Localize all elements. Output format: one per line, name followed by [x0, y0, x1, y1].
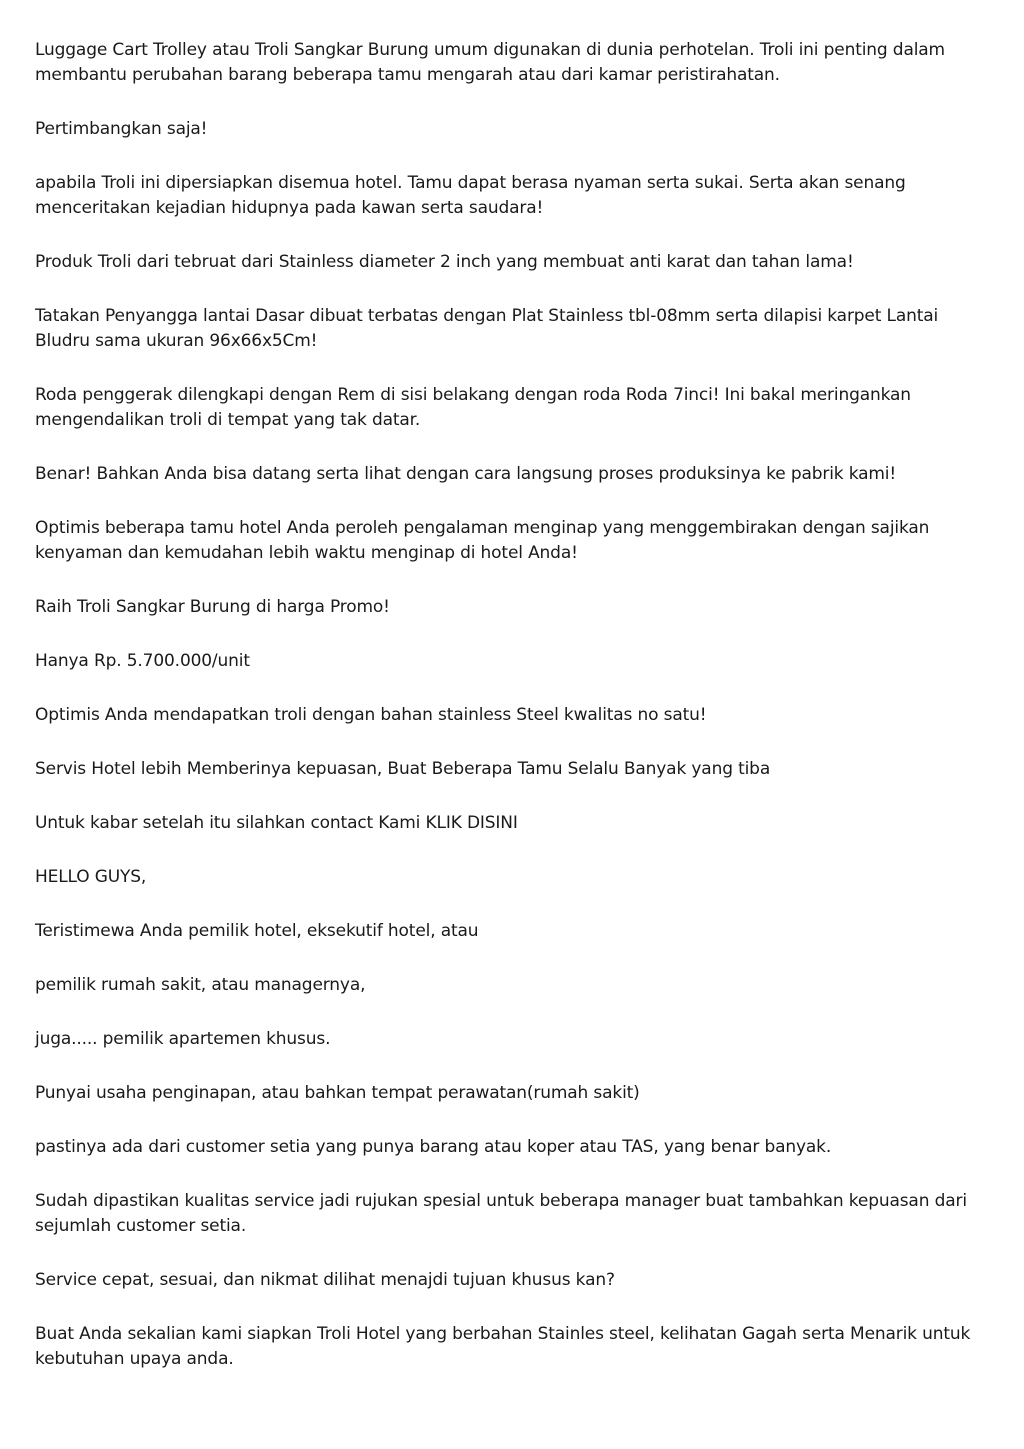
paragraph-promo: Raih Troli Sangkar Burung di harga Promo!	[35, 597, 390, 617]
paragraph-audience-hotel: Teristimewa Anda pemilik hotel, eksekutif hotel, atau	[35, 921, 479, 941]
paragraph-goal: Service cepat, sesuai, dan nikmat dilihat menajdi tujuan khusus kan?	[35, 1270, 615, 1290]
paragraph-material: Produk Troli dari tebruat dari Stainless diameter 2 inch yang membuat anti karat dan tahan lama!	[35, 252, 854, 272]
paragraph-consider: Pertimbangkan saja!	[35, 119, 208, 139]
paragraph-quality: Optimis Anda mendapatkan troli dengan bahan stainless Steel kwalitas no satu!	[35, 705, 707, 725]
paragraph-comfort: apabila Troli ini dipersiapkan disemua hotel. Tamu dapat berasa nyaman serta sukai. Serta akan senang menceritakan kejadian hidupnya pada kawan serta saudara!	[35, 173, 906, 218]
paragraph-intro: Luggage Cart Trolley atau Troli Sangkar Burung umum digunakan di dunia perhotelan. Troli ini penting dalam membantu perubahan barang beberapa tamu mengarah atau dari kamar peristirahatan.	[35, 40, 945, 85]
paragraph-offer: Buat Anda sekalian kami siapkan Troli Hotel yang berbahan Stainles steel, kelihatan Gagah serta Menarik untuk kebutuhan upaya anda.	[35, 1324, 971, 1369]
paragraph-service-quality: Sudah dipastikan kualitas service jadi rujukan spesial untuk beberapa manager buat tambahkan kepuasan dari sejumlah customer setia.	[35, 1191, 967, 1236]
paragraph-contact: Untuk kabar setelah itu silahkan contact Kami KLIK DISINI	[35, 813, 518, 833]
paragraph-service: Servis Hotel lebih Memberinya kepuasan, Buat Beberapa Tamu Selalu Banyak yang tiba	[35, 759, 771, 779]
paragraph-customers: pastinya ada dari customer setia yang punya barang atau koper atau TAS, yang benar banyak.	[35, 1137, 832, 1157]
paragraph-wheels: Roda penggerak dilengkapi dengan Rem di sisi belakang dengan roda Roda 7inci! Ini bakal meringankan mengendalikan troli di tempat yang tak datar.	[35, 385, 911, 430]
paragraph-audience-hospital: pemilik rumah sakit, atau managernya,	[35, 975, 366, 995]
paragraph-price: Hanya Rp. 5.700.000/unit	[35, 651, 250, 671]
paragraph-business: Punyai usaha penginapan, atau bahkan tempat perawatan(rumah sakit)	[35, 1083, 640, 1103]
paragraph-base-plate: Tatakan Penyangga lantai Dasar dibuat terbatas dengan Plat Stainless tbl-08mm serta dilapisi karpet Lantai Bludru sama ukuran 96x66x5Cm!	[35, 306, 939, 351]
paragraph-guest-experience: Optimis beberapa tamu hotel Anda peroleh pengalaman menginap yang menggembirakan dengan sajikan kenyaman dan kemudahan lebih waktu menginap di hotel Anda!	[35, 518, 930, 563]
paragraph-audience-apartment: juga..... pemilik apartemen khusus.	[35, 1029, 331, 1049]
paragraph-factory-visit: Benar! Bahkan Anda bisa datang serta lihat dengan cara langsung proses produksinya ke pabrik kami!	[35, 464, 897, 484]
paragraph-greeting: HELLO GUYS,	[35, 867, 147, 887]
